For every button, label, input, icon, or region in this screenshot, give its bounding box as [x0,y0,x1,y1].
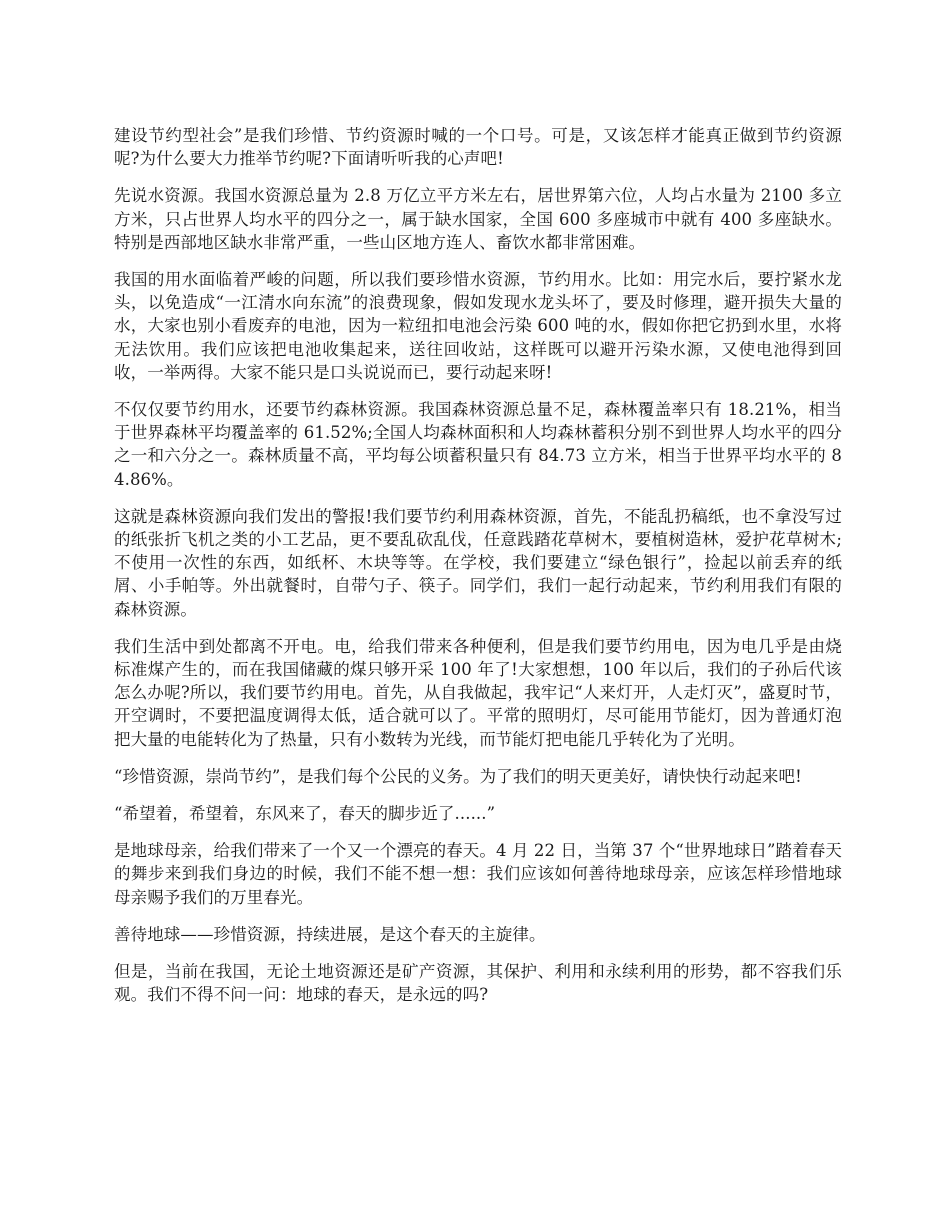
paragraph-earth-day: 是地球母亲，给我们带来了一个又一个漂亮的春天。4 月 22 日，当第 37 个“世界地球日”踏着春天的舞步来到我们身边的时候，我们不能不想一想：我们应该如何善待地球母亲，应该怎样珍惜地球母亲赐予我们的万里春光。 [114,841,842,907]
paragraph-call-to-action: “珍惜资源，崇尚节约”，是我们每个公民的义务。为了我们的明天更美好，请快快行动起来吧! [114,766,802,786]
paragraph-forest-warning: 这就是森林资源向我们发出的警报!我们要节约利用森林资源，首先，不能乱扔稿纸，也不拿没写过的纸张折飞机之类的小工艺品，更不要乱砍乱伐，任意践踏花草树木，要植树造林，爱护花草树木;不使用一次性的东西，如纸杯、木块等等。在学校，我们要建立“绿色银行”，捡起以前丢弃的纸屑、小手帕等。外出就餐时，自带勺子、筷子。同学们，我们一起行动起来，节约利用我们有限的森林资源。 [114,506,842,619]
paragraph-save-water: 我国的用水面临着严峻的问题，所以我们要珍惜水资源，节约用水。比如：用完水后，要拧紧水龙头，以免造成“一江清水向东流”的浪费现象，假如发现水龙头坏了，要及时修理，避开损失大量的水，大家也别小看废弃的电池，因为一粒纽扣电池会污染 600 吨的水，假如你把它扔到水里，水将无法饮用。我们应该把电池收集起来，送往回收站，这样既可以避开污染水源，又使电池得到回收，一举两得。大家不能只是口头说说而已，要行动起来呀! [114,270,842,382]
paragraph-intro: 建设节约型社会”是我们珍惜、节约资源时喊的一个口号。可是，又该怎样才能真正做到节约资源呢?为什么要大力推举节约呢?下面请听听我的心声吧! [114,126,842,169]
paragraph-theme: 善待地球——珍惜资源，持续进展，是这个春天的主旋律。 [114,924,546,944]
paragraph-save-electricity: 我们生活中到处都离不开电。电，给我们带来各种便利，但是我们要节约用电，因为电几乎是由烧标准煤产生的，而在我国储藏的煤只够开采 100 年了!大家想想，100 年以后，我们的子孙后代该怎么办呢?所以，我们要节约用电。首先，从自我做起，我牢记“人来灯开，人走灯灭”，盛夏时节，开空调时，不要把温度调得太低，适合就可以了。平常的照明灯，尽可能用节能灯，因为普通灯泡把大量的电能转化为了热量，只有小数转为光线，而节能灯把电能几乎转化为了光明。 [114,636,842,749]
document-body [114,124,842,1021]
paragraph-forest-resources: 不仅仅要节约用水，还要节约森林资源。我国森林资源总量不足，森林覆盖率只有 18.21%，相当于世界森林平均覆盖率的 61.52%;全国人均森林面积和人均森林蓄积分别不到世界人均水平的四分之一和六分之一。森林质量不高，平均每公顷蓄积量只有 84.73 立方米，相当于世界平均水平的 84.86%。 [114,400,842,489]
paragraph-closing: 但是，当前在我国，无论土地资源还是矿产资源，其保护、利用和永续利用的形势，都不容我们乐观。我们不得不问一问：地球的春天，是永远的吗? [114,962,842,1005]
paragraph-water-resources: 先说水资源。我国水资源总量为 2.8 万亿立平方米左右，居世界第六位，人均占水量为 2100 多立方米，只占世界人均水平的四分之一，属于缺水国家，全国 600 多座城市中就有 400 多座缺水。特别是西部地区缺水非常严重，一些山区地方连人、畜饮水都非常困难。 [114,186,842,252]
paragraph-quote: “希望着，希望着，东风来了，春天的脚步近了......” [114,804,496,824]
